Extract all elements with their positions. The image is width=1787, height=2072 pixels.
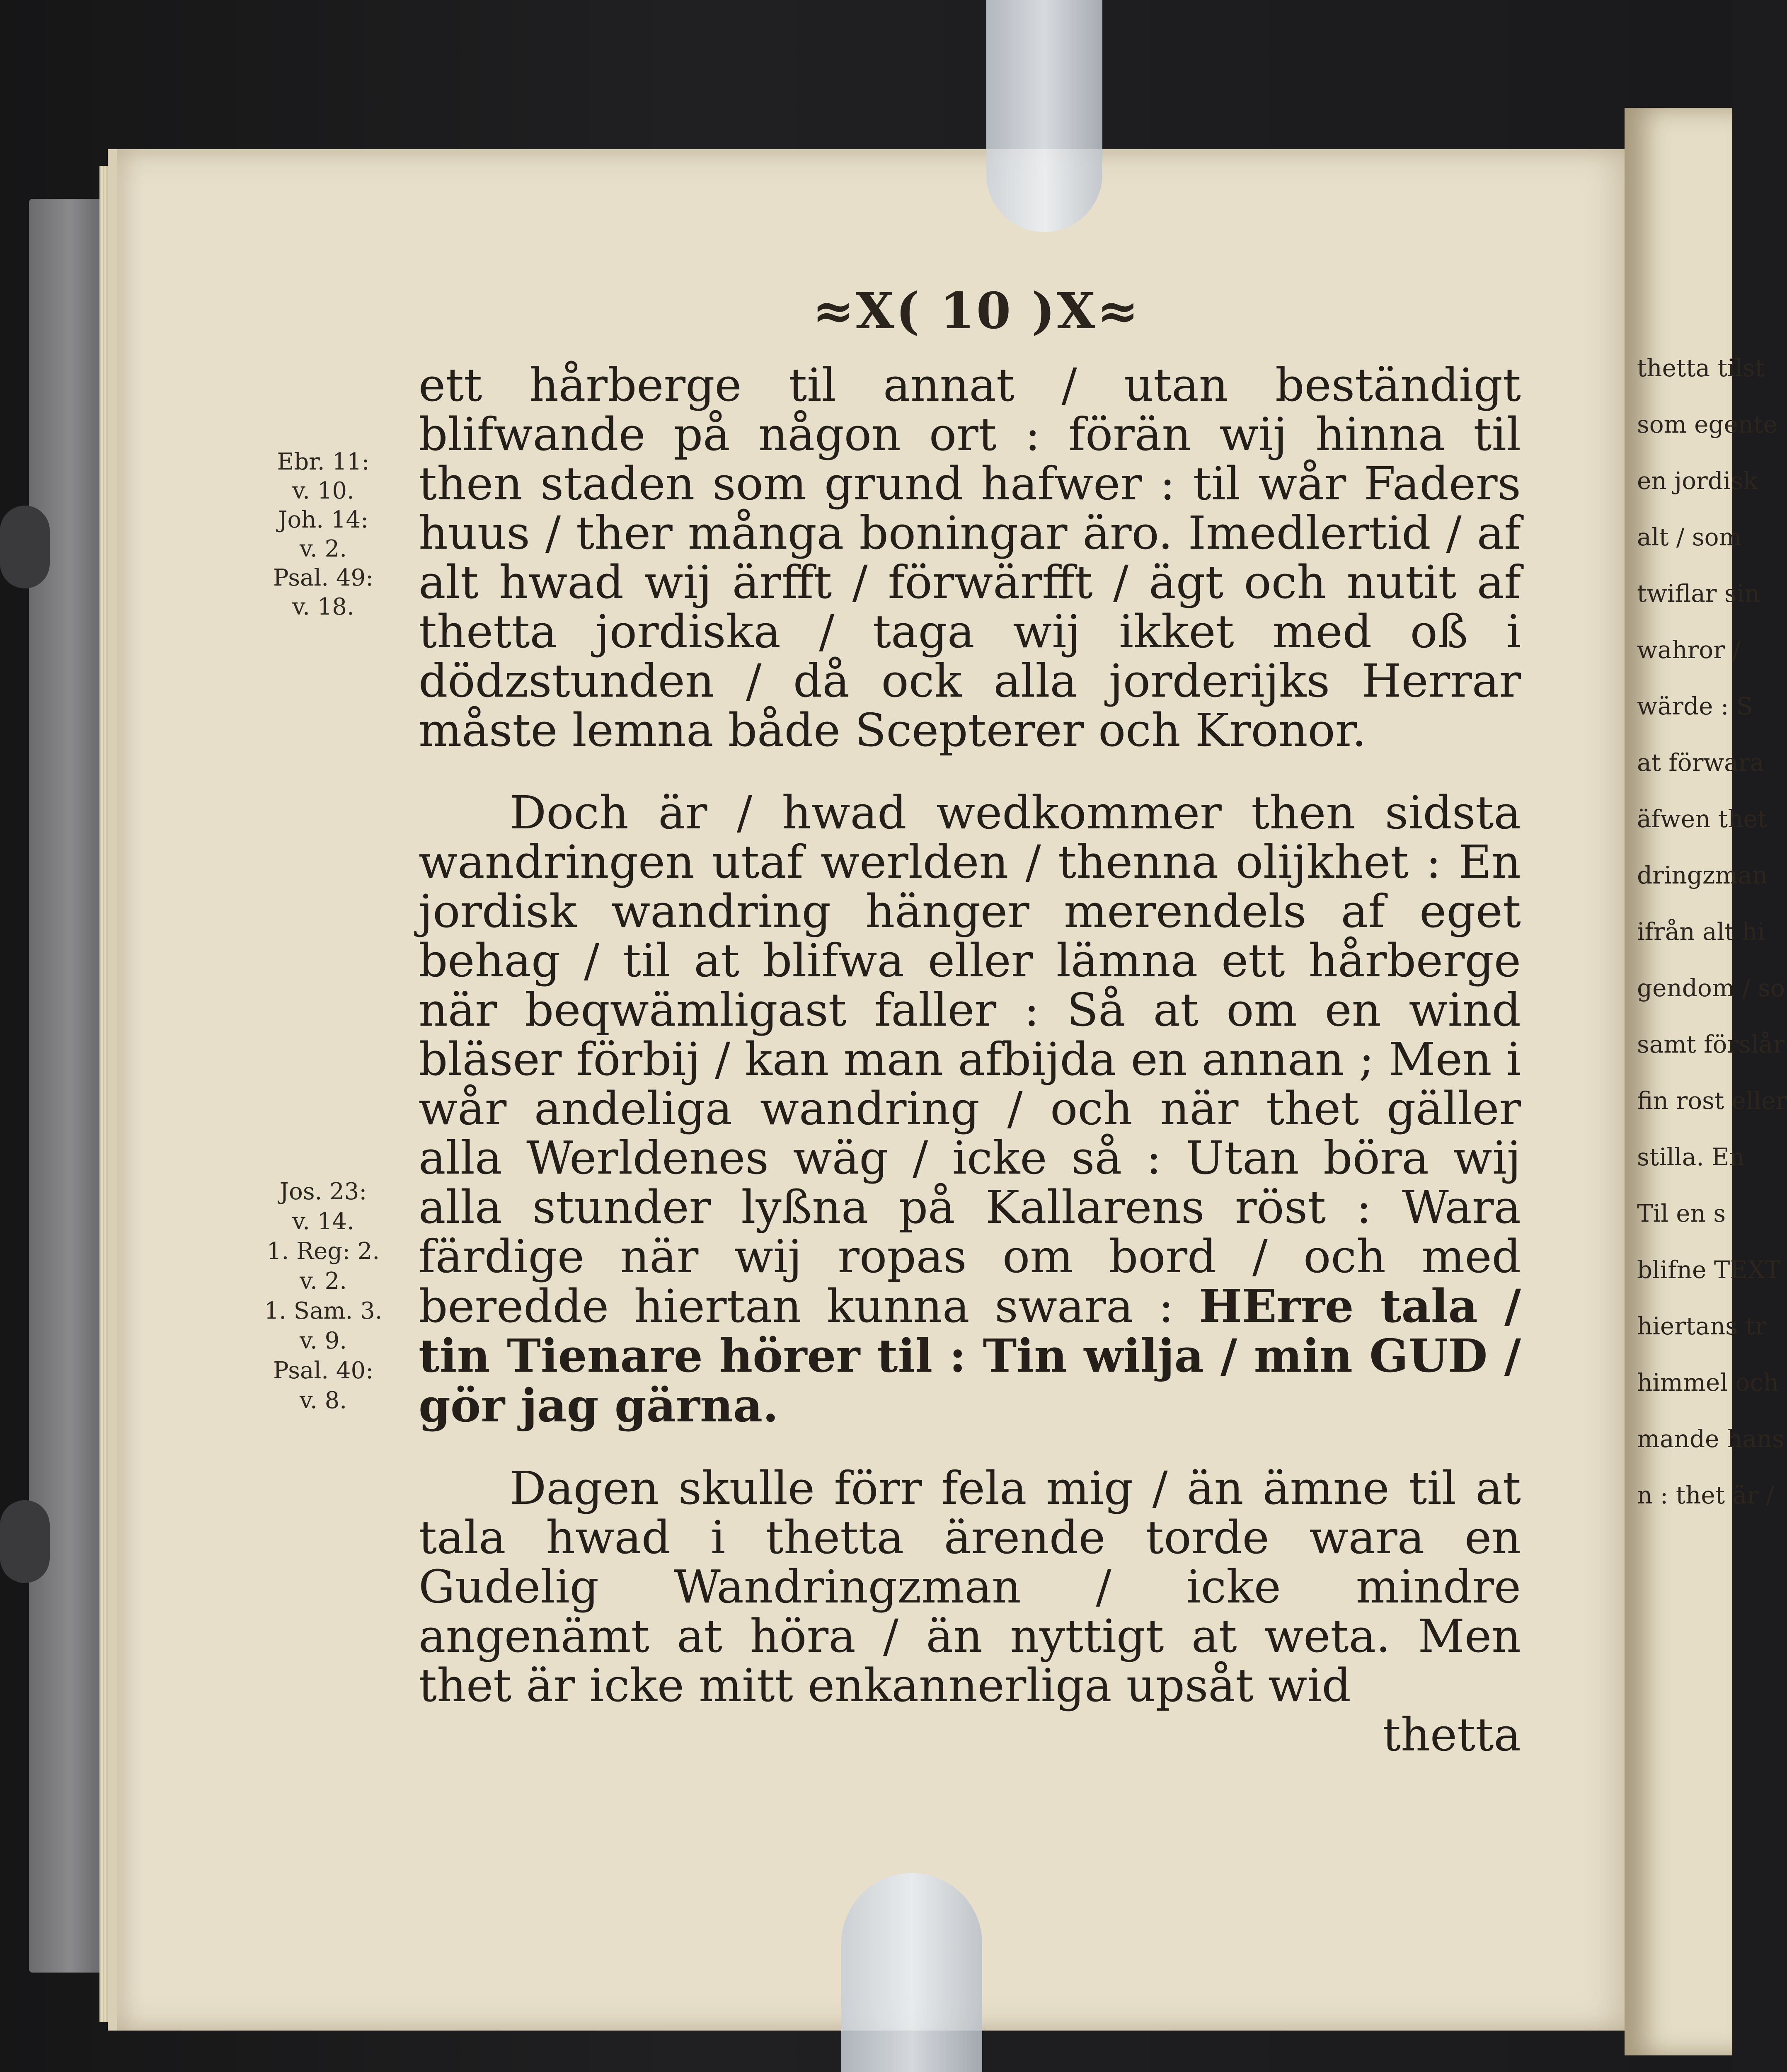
right-page-line: twiflar sin [1637,579,1760,608]
right-page-line: wahror / [1637,636,1741,664]
page-header-number: ≈X( 10 )X≈ [812,282,1140,340]
right-page-line: ifrån alt hi [1637,917,1765,946]
right-page-line: samt förslår [1637,1030,1785,1058]
right-page-line: himmel och [1637,1368,1779,1397]
paragraph-2-text: Doch är / hwad wedkommer then sidsta wandringen utaf werlden / thenna olijkhet : En jordisk wandring hänger merendels af eget behag / til at blifwa eller lämna ett hårberge när beqwämligast faller : Så at om en wind bläser förbij / kan man afbijda en annan ; Men i wår andeliga wandring / och när thet gäller alla Werldenes wäg / icke så : Utan böra wij alla stunder lyßna på Kallarens röst : Wara färdige när wij ropas om bord / och med beredde hiertan kunna swara : [419,786,1521,1333]
right-page-line: som egente [1637,410,1777,438]
right-page-text [1637,340,1787,1523]
right-page-line: gendom / so [1637,974,1785,1002]
margin-references-top: Ebr. 11: v. 10. Joh. 14: v. 2. Psal. 49: v. 18. [273,448,373,620]
clamp-knob-upper [0,506,50,588]
right-page-line: äfwen thet [1637,805,1768,833]
right-page-line: n : thet är / [1637,1481,1774,1509]
paragraph-2-emphasis: HErre tala / tin Tienare hörer til : Tin wilja / min GUD / gör jag gärna. [419,1279,1521,1432]
clamp-knob-lower [0,1500,50,1583]
right-page-line: hiertans tr [1637,1312,1767,1340]
catchword: thetta [1382,1708,1521,1761]
paragraph-1: ett hårberge til annat / utan beständigt blifwande på någon ort : förän wij hinna til then staden som grund hafwer : til wår Faders huus / ther många boningar äro. Imedlertid / af alt hwad wij ärfft / förwärfft / ägt och nutit af thetta jordiska / taga wij ikket med oß i dödzstunden / då ock alla jorderijks Herrar måste lemna både Scepterer och Kronor. [419,358,1521,757]
right-page-line: at förwara [1637,748,1764,777]
page-clamp-bottom [841,1873,982,2072]
right-page-line: blifne TEXT [1637,1256,1781,1284]
right-page-line: en jordisk [1637,467,1758,495]
right-page-line: fin rost eller [1637,1087,1787,1115]
paragraph-3: Dagen skulle förr fela mig / än ämne til at tala hwad i thetta ärende torde wara en Gudelig Wandringzman / icke mindre angenämt at höra / än nyttigt at weta. Men thet är icke mitt enkannerliga upsåt wid [419,1462,1521,1712]
right-page-line: mande hans [1637,1425,1785,1453]
right-page-line: alt / som [1637,523,1742,551]
right-page-line: dringzman [1637,861,1768,889]
right-page-line: wärde : S [1637,692,1753,720]
page-clamp-top [986,0,1102,232]
paragraph-2 [419,788,1521,1431]
right-page-line: thetta tilst [1637,354,1765,382]
right-page-line: Til en s [1637,1199,1726,1227]
main-text-block [419,358,1521,1761]
margin-references-bottom: Jos. 23: v. 14. 1. Reg: 2. v. 2. 1. Sam. 3. v. 9. Psal. 40: v. 8. [264,1178,383,1414]
right-page-line: stilla. En [1637,1143,1745,1171]
